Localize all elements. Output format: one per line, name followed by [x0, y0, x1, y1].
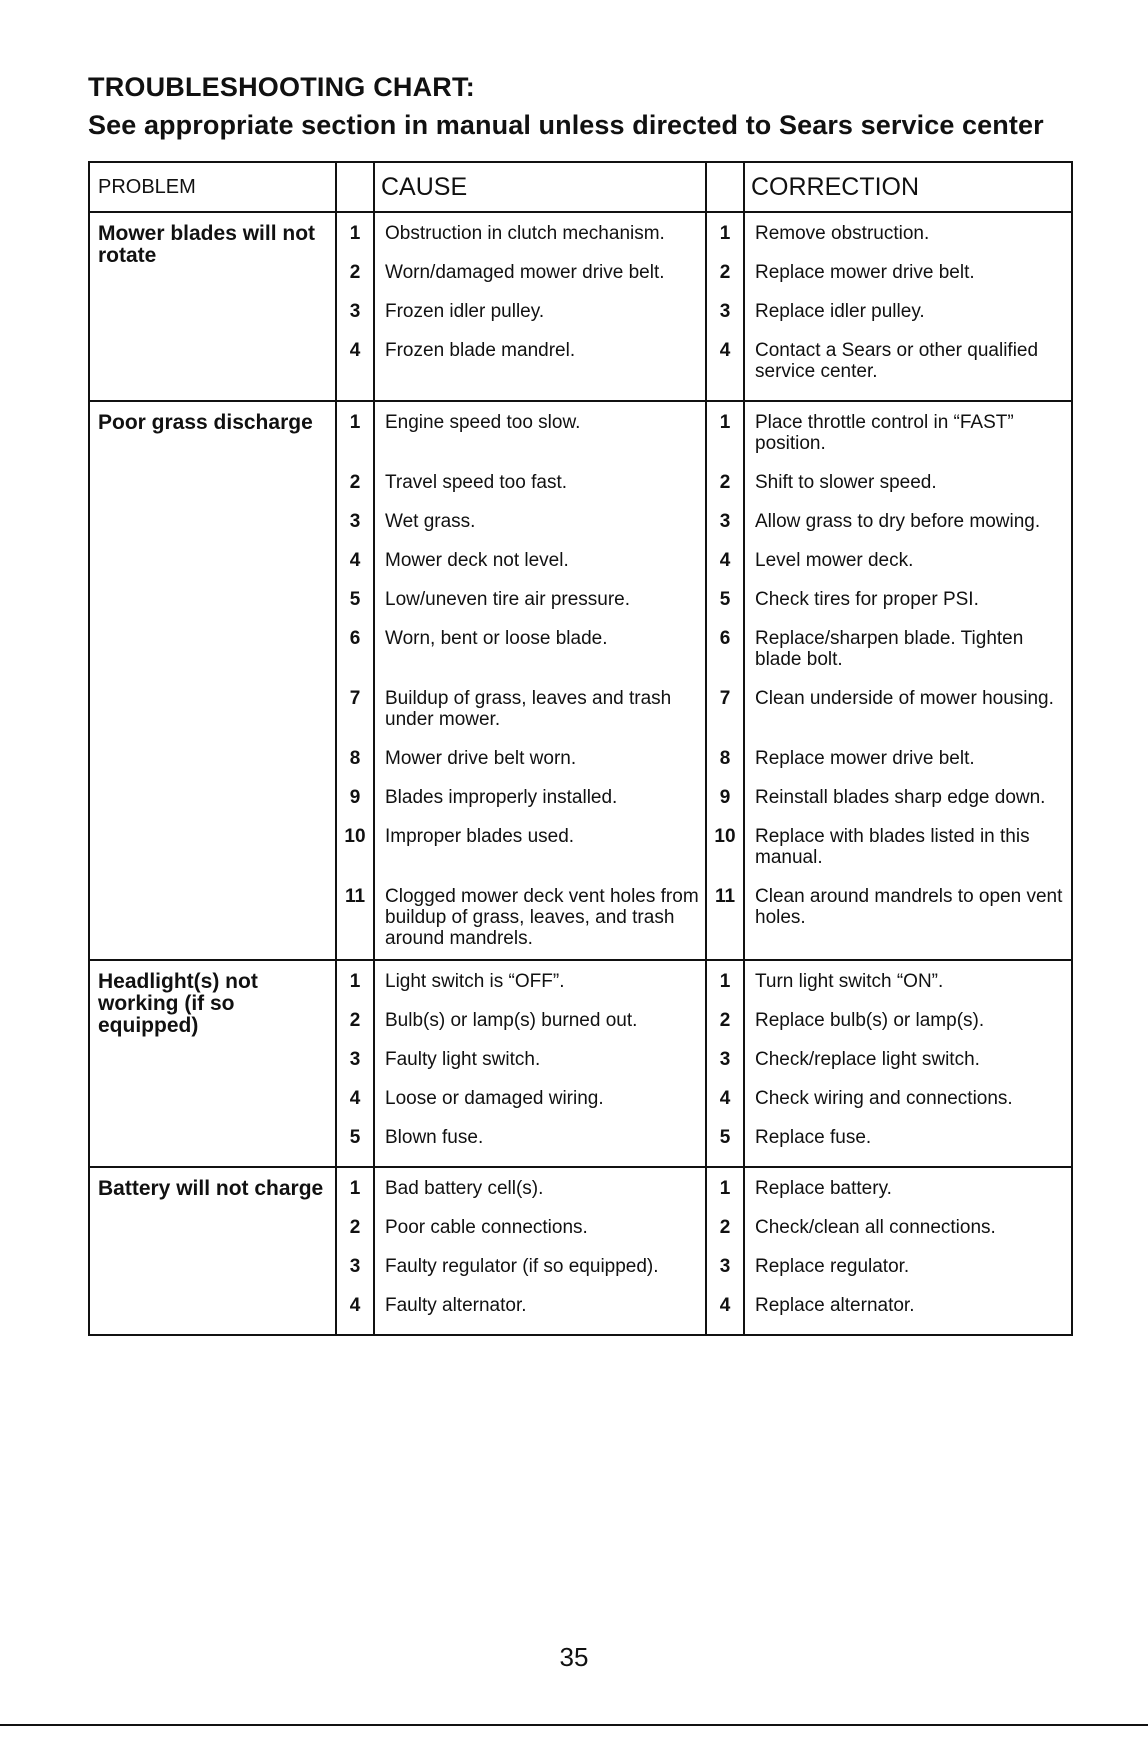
- correction-number: 11: [714, 886, 736, 907]
- cause-text: Loose or damaged wiring.: [385, 1088, 604, 1109]
- correction-numbers: [706, 212, 744, 401]
- troubleshooting-table: [88, 161, 1073, 1336]
- correction-number: 1: [719, 1178, 731, 1199]
- header-correction: CORRECTION: [744, 162, 1072, 212]
- cause-list: [374, 960, 706, 1167]
- cause-text: Faulty alternator.: [385, 1295, 527, 1316]
- cause-text: Blades improperly installed.: [385, 787, 618, 808]
- correction-text: Replace alternator.: [755, 1295, 915, 1316]
- correction-number: 3: [719, 511, 731, 532]
- cause-text: Worn/damaged mower drive belt.: [385, 262, 665, 283]
- correction-text: Allow grass to dry before mowing.: [755, 511, 1041, 532]
- correction-text: Check wiring and connections.: [755, 1088, 1013, 1109]
- correction-text: Clean around mandrels to open vent holes.: [755, 886, 1063, 928]
- cause-numbers: [336, 212, 374, 401]
- cause-text: Light switch is “OFF”.: [385, 971, 565, 992]
- correction-number: 1: [719, 223, 731, 244]
- cause-text: Buildup of grass, leaves and trash under mower.: [385, 688, 672, 730]
- correction-number: 2: [719, 1010, 731, 1031]
- header-cause-number: [336, 162, 374, 212]
- correction-text: Shift to slower speed.: [755, 472, 937, 493]
- problem-label: Poor grass discharge: [89, 401, 336, 960]
- correction-text: Turn light switch “ON”.: [755, 971, 944, 992]
- correction-list: [744, 401, 1072, 960]
- correction-number: 2: [719, 262, 731, 283]
- correction-number: 1: [719, 971, 731, 992]
- cause-text: Frozen idler pulley.: [385, 301, 545, 322]
- cause-number: 1: [349, 971, 361, 992]
- correction-number: 1: [719, 412, 731, 433]
- cause-number: 3: [349, 511, 361, 532]
- cause-number: 3: [349, 301, 361, 322]
- correction-text: Replace idler pulley.: [755, 301, 925, 322]
- correction-text: Replace/sharpen blade. Tighten blade bolt.: [755, 628, 1024, 670]
- correction-number: 4: [719, 1295, 731, 1316]
- correction-number: 8: [719, 748, 731, 769]
- cause-number: 2: [349, 472, 361, 493]
- correction-number: 7: [719, 688, 731, 709]
- correction-text: Check/clean all connections.: [755, 1217, 996, 1238]
- cause-text: Obstruction in clutch mechanism.: [385, 223, 665, 244]
- cause-text: Clogged mower deck vent holes from buildup of grass, leaves, and trash around mandrels.: [385, 886, 699, 949]
- correction-number: 4: [719, 1088, 731, 1109]
- correction-text: Replace with blades listed in this manual.: [755, 826, 1030, 868]
- correction-text: Check tires for proper PSI.: [755, 589, 979, 610]
- cause-list: [374, 1167, 706, 1335]
- cause-number: 4: [349, 1295, 361, 1316]
- correction-number: 3: [719, 1049, 731, 1070]
- correction-number: 10: [714, 826, 736, 847]
- cause-numbers: [336, 1167, 374, 1335]
- correction-number: 3: [719, 1256, 731, 1277]
- problem-group-discharge: [89, 401, 1072, 960]
- cause-number: 6: [349, 628, 361, 649]
- correction-number: 4: [719, 550, 731, 571]
- correction-list: [744, 960, 1072, 1167]
- cause-text: Low/uneven tire air pressure.: [385, 589, 631, 610]
- correction-numbers: [706, 401, 744, 960]
- cause-number: 1: [349, 412, 361, 433]
- correction-number: 5: [719, 589, 731, 610]
- cause-text: Blown fuse.: [385, 1127, 484, 1148]
- cause-text: Faulty regulator (if so equipped).: [385, 1256, 659, 1277]
- cause-number: 3: [349, 1049, 361, 1070]
- cause-numbers: [336, 401, 374, 960]
- correction-numbers: [706, 960, 744, 1167]
- problem-group-headlights: [89, 960, 1072, 1167]
- cause-number: 10: [344, 826, 366, 847]
- problem-label: Mower blades will not rotate: [89, 212, 336, 401]
- cause-text: Bad battery cell(s).: [385, 1178, 544, 1199]
- header-row: [89, 162, 1072, 212]
- cause-number: 8: [349, 748, 361, 769]
- cause-number: 2: [349, 1010, 361, 1031]
- header-cause: CAUSE: [374, 162, 706, 212]
- correction-text: Replace bulb(s) or lamp(s).: [755, 1010, 985, 1031]
- correction-text: Contact a Sears or other qualified service center.: [755, 340, 1039, 382]
- cause-number: 9: [349, 787, 361, 808]
- correction-text: Reinstall blades sharp edge down.: [755, 787, 1046, 808]
- correction-text: Level mower deck.: [755, 550, 914, 571]
- cause-text: Bulb(s) or lamp(s) burned out.: [385, 1010, 638, 1031]
- correction-text: Replace regulator.: [755, 1256, 910, 1277]
- correction-number: 6: [719, 628, 731, 649]
- cause-number: 2: [349, 262, 361, 283]
- cause-number: 5: [349, 1127, 361, 1148]
- cause-number: 1: [349, 1178, 361, 1199]
- correction-list: [744, 1167, 1072, 1335]
- cause-text: Frozen blade mandrel.: [385, 340, 576, 361]
- cause-text: Mower drive belt worn.: [385, 748, 577, 769]
- correction-number: 5: [719, 1127, 731, 1148]
- cause-text: Mower deck not level.: [385, 550, 569, 571]
- page-subtitle: See appropriate section in manual unless directed to Sears service center: [88, 110, 1044, 140]
- correction-number: 2: [719, 1217, 731, 1238]
- cause-text: Faulty light switch.: [385, 1049, 541, 1070]
- cause-numbers: [336, 960, 374, 1167]
- correction-text: Place throttle control in “FAST” position.: [755, 412, 1014, 454]
- cause-number: 11: [344, 886, 366, 907]
- correction-numbers: [706, 1167, 744, 1335]
- cause-number: 4: [349, 1088, 361, 1109]
- problem-label: Battery will not charge: [89, 1167, 336, 1335]
- correction-text: Check/replace light switch.: [755, 1049, 980, 1070]
- problem-group-blades: [89, 212, 1072, 401]
- cause-number: 3: [349, 1256, 361, 1277]
- page-number: 35: [559, 1642, 589, 1672]
- correction-text: Replace battery.: [755, 1178, 892, 1199]
- correction-text: Replace fuse.: [755, 1127, 872, 1148]
- cause-text: Poor cable connections.: [385, 1217, 588, 1238]
- cause-text: Engine speed too slow.: [385, 412, 581, 433]
- bottom-rule: [0, 1724, 1148, 1726]
- cause-number: 2: [349, 1217, 361, 1238]
- cause-text: Improper blades used.: [385, 826, 575, 847]
- cause-list: [374, 401, 706, 960]
- cause-number: 1: [349, 223, 361, 244]
- cause-number: 5: [349, 589, 361, 610]
- cause-text: Worn, bent or loose blade.: [385, 628, 608, 649]
- correction-text: Clean underside of mower housing.: [755, 688, 1054, 709]
- correction-number: 4: [719, 340, 731, 361]
- correction-text: Replace mower drive belt.: [755, 262, 975, 283]
- cause-text: Wet grass.: [385, 511, 476, 532]
- cause-text: Travel speed too fast.: [385, 472, 568, 493]
- header-problem: PROBLEM: [89, 162, 336, 212]
- problem-group-battery: [89, 1167, 1072, 1335]
- header-correction-number: [706, 162, 744, 212]
- correction-number: 2: [719, 472, 731, 493]
- correction-text: Replace mower drive belt.: [755, 748, 975, 769]
- correction-text: Remove obstruction.: [755, 223, 930, 244]
- page-title: TROUBLESHOOTING CHART:: [88, 72, 475, 102]
- cause-number: 4: [349, 550, 361, 571]
- cause-number: 4: [349, 340, 361, 361]
- correction-number: 3: [719, 301, 731, 322]
- correction-list: [744, 212, 1072, 401]
- correction-number: 9: [719, 787, 731, 808]
- problem-label: Headlight(s) not working (if so equipped): [89, 960, 336, 1167]
- cause-number: 7: [349, 688, 361, 709]
- cause-list: [374, 212, 706, 401]
